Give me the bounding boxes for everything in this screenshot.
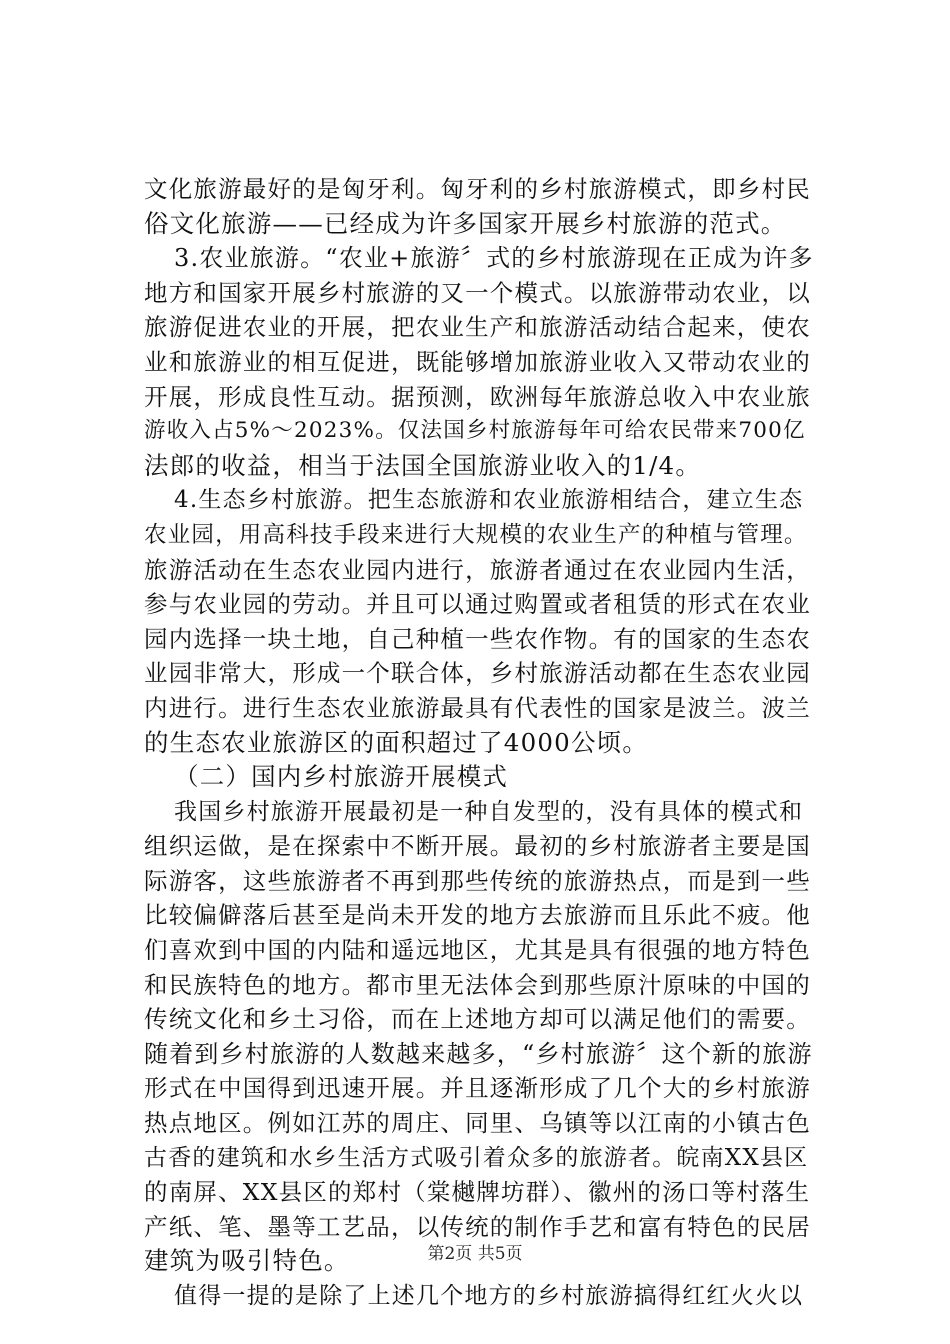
text-line: 和民族特色的地方。都市里无法体会到那些原汁原味的中国的 [144,970,811,999]
text-line: 组织运做，是在探索中不断开展。最初的乡村旅游者主要是国 [144,832,811,861]
text-line: 农业园，用高科技手段来进行大规模的农业生产的种植与管理。 [144,521,808,548]
text-line: 4.生态乡村旅游。把生态旅游和农业旅游相结合，建立生态 [174,487,804,514]
text-line: 值得一提的是除了上述几个地方的乡村旅游搞得红红火火以 [174,1283,804,1309]
text-line: 际游客，这些旅游者不再到那些传统的旅游热点，而是到一些 [144,866,811,895]
text-line: 地方和国家开展乡村旅游的又一个模式。以旅游带动农业，以 [144,278,811,307]
text-line: 们喜欢到中国的内陆和遥远地区，尤其是具有很强的地方特色 [144,936,811,965]
text-line: 的南屏、XX县区的郑村（棠樾牌坊群）、徽州的汤口等村落生 [144,1178,811,1207]
text-line: 建筑为吸引特色。 [144,1246,350,1276]
text-line: 比较偏僻落后甚至是尚未开发的地方去旅游而且乐此不疲。他 [144,901,811,930]
text-line: 随着到乡村旅游的人数越来越多，“乡村旅游〞这个新的旅游 [144,1039,813,1068]
text-line: 俗文化旅游——已经成为许多国家开展乡村旅游的范式。 [144,208,787,238]
text-line: 开展，形成良性互动。据预测，欧洲每年旅游总收入中农业旅 [144,382,811,411]
text-line: 产纸、笔、墨等工艺品，以传统的制作手艺和富有特色的民居 [144,1212,811,1241]
text-line: 传统文化和乡土习俗，而在上述地方却可以满足他们的需要。 [144,1005,811,1034]
text-line: 文化旅游最好的是匈牙利。匈牙利的乡村旅游模式，即乡村民 [144,175,811,203]
text-line: 形式在中国得到迅速开展。并且逐渐形成了几个大的乡村旅游 [144,1074,811,1103]
text-line: 游收入占5%～2023%。仅法国乡村旅游每年可给农民带来700亿 [144,418,806,444]
text-line: 我国乡村旅游开展最初是一种自发型的，没有具体的模式和 [174,798,804,825]
text-line: 参与农业园的劳动。并且可以通过购置或者租赁的形式在农业 [144,590,811,619]
text-line: 热点地区。例如江苏的周庄、同里、乌镇等以江南的小镇古色 [144,1109,811,1138]
text-line: 业和旅游业的相互促进，既能够增加旅游业收入又带动农业的 [144,347,811,376]
text-line: 旅游活动在生态农业园内进行，旅游者通过在农业园内生活， [144,555,811,584]
text-line: 3.农业旅游。“农业+旅游〞式的乡村旅游现在正成为许多 [174,244,814,273]
text-line: 古香的建筑和水乡生活方式吸引着众多的旅游者。皖南XX县区 [144,1144,809,1171]
text-line: （二）国内乡村旅游开展模式 [174,762,509,792]
text-line: 旅游促进农业的开展，把农业生产和旅游活动结合起来，使农 [144,313,811,342]
text-line: 法郎的收益，相当于法国全国旅游业收入的1/4。 [144,450,702,480]
text-line: 的生态农业旅游区的面积超过了4000公顷。 [144,727,649,757]
page-footer: 第2页 共5页 [427,1244,523,1264]
text-line: 业园非常大，形成一个联合体，乡村旅游活动都在生态农业园 [144,659,811,688]
document-body [144,172,814,1314]
text-line: 园内选择一块土地，自己种植一些农作物。有的国家的生态农 [144,624,811,653]
text-line: 内进行。进行生态农业旅游最具有代表性的国家是波兰。波兰 [144,693,811,722]
